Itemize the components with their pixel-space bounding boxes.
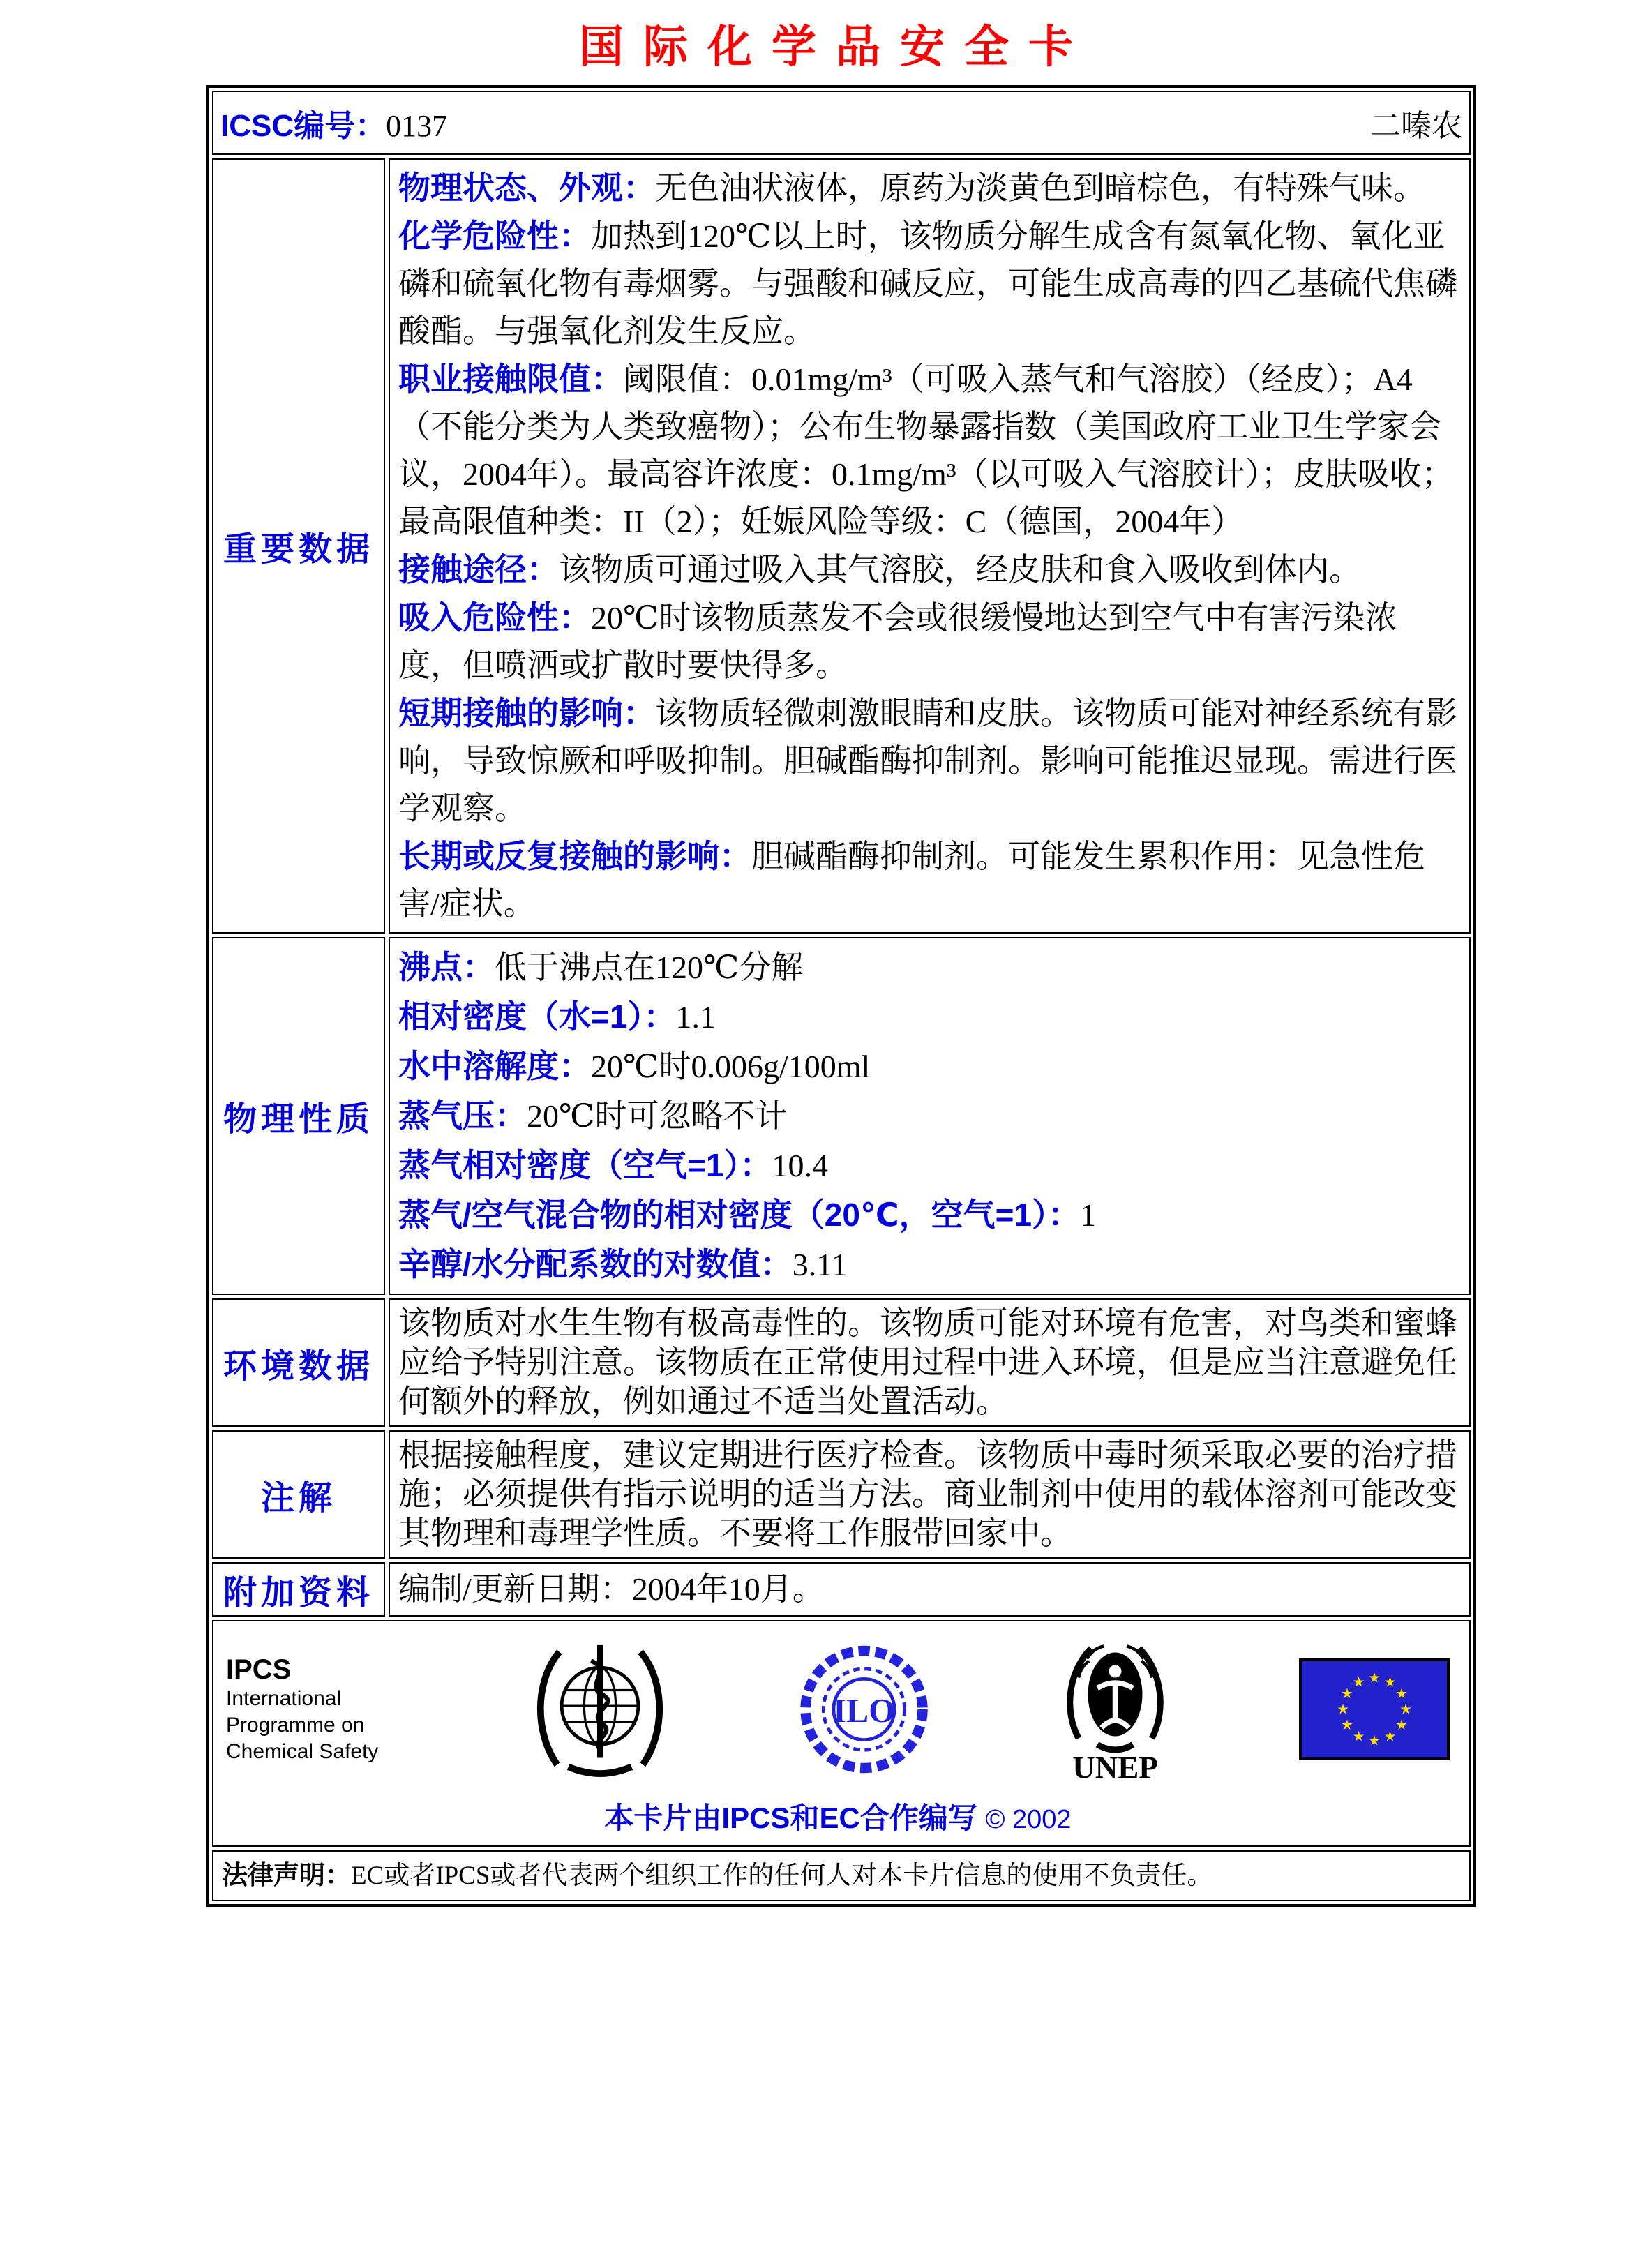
ipcs-acronym: IPCS — [226, 1654, 292, 1685]
section-row-physical-properties — [212, 937, 1471, 1295]
field-inhalation-risk — [398, 594, 1461, 689]
field-boiling-point — [398, 943, 1461, 992]
icsc-card-table — [206, 85, 1476, 1907]
credit-year: © 2002 — [985, 1805, 1072, 1834]
important-data-content — [389, 158, 1471, 934]
field-octanol-water-coefficient — [398, 1240, 1461, 1289]
row-logos — [212, 1620, 1471, 1847]
row-label-notes: 注解 — [212, 1430, 385, 1559]
who-logo-icon — [530, 1636, 670, 1783]
field-text: 20℃时0.006g/100ml — [591, 1049, 871, 1084]
field-vapor-air-mixture-density — [398, 1190, 1461, 1240]
field-label: 短期接触的影响： — [398, 695, 655, 731]
notes-text: 根据接触程度，建议定期进行医疗检查。该物质中毒时须采取必要的治疗措施；必须提供有指示说明的适当方法。商业制剂中使用的载体溶剂可能改变其物理和毒理学性质。不要将工作服带回家中。 — [398, 1437, 1457, 1551]
ilo-logo-icon — [796, 1636, 932, 1783]
field-label: 化学危险性： — [398, 218, 591, 254]
field-text: 低于沸点在120℃分解 — [495, 950, 804, 985]
unep-logo-icon — [1058, 1634, 1173, 1784]
field-vapor-relative-density — [398, 1141, 1461, 1190]
field-occupational-limits — [398, 355, 1461, 546]
field-short-term-effects — [398, 689, 1461, 832]
icsc-number-label: ICSC编号： — [220, 109, 386, 143]
environmental-data-content — [389, 1298, 1471, 1427]
ipcs-program-block — [226, 1654, 404, 1765]
field-relative-density — [398, 992, 1461, 1042]
field-text: 20℃时该物质蒸发不会或很缓慢地达到空气中有害污染浓度，但喷洒或扩散时要快得多。 — [398, 600, 1397, 683]
field-long-term-effects — [398, 832, 1461, 928]
icsc-header-cell — [212, 91, 1471, 155]
field-label: 沸点： — [398, 949, 495, 985]
ipcs-line3: Chemical Safety — [226, 1739, 379, 1763]
row-label-important-data: 重要数据 — [212, 158, 385, 934]
logos-cell — [212, 1620, 1471, 1847]
additional-info-content — [389, 1562, 1471, 1617]
section-row-environmental-data — [212, 1298, 1471, 1427]
field-text: 阈限值：0.01mg/m³（可吸入蒸气和气溶胶）（经皮）；A4（不能分类为人类致癌物）；公布生物暴露指数（美国政府工业卫生学家会议，2004年）。最高容许浓度：0.1mg/m³（以可吸入气溶胶计）；皮肤吸收；最高限值种类：II（2）；妊娠风险等级：C（德国，2004年） — [398, 361, 1454, 539]
ilo-logo-text: ILO — [832, 1692, 895, 1730]
field-label: 辛醇/水分配系数的对数值： — [398, 1246, 793, 1282]
icsc-number-value: 0137 — [386, 109, 448, 143]
row-legal-notice — [212, 1850, 1471, 1901]
field-text: 该物质轻微刺激眼睛和皮肤。该物质可能对神经系统有影响，导致惊厥和呼吸抑制。胆碱酯酶抑制剂。影响可能推迟显现。需进行医学观察。 — [398, 696, 1457, 826]
credit-line — [226, 1795, 1450, 1837]
additional-info-text: 编制/更新日期：2004年10月。 — [398, 1571, 825, 1607]
field-physical-state — [398, 164, 1461, 212]
icsc-number-group — [220, 100, 447, 145]
field-text: 胆碱酯酶抑制剂。可能发生累积作用：见急性危害/症状。 — [398, 839, 1425, 922]
ipcs-line1: International — [226, 1686, 342, 1710]
field-label: 物理状态、外观： — [398, 170, 655, 206]
field-text: 1.1 — [675, 999, 716, 1035]
field-chemical-danger — [398, 212, 1461, 355]
field-label: 蒸气/空气混合物的相对密度（20℃，空气=1）： — [398, 1197, 1081, 1233]
field-label: 吸入危险性： — [398, 599, 591, 636]
section-row-additional-info — [212, 1562, 1471, 1617]
field-text: 该物质可通过吸入其气溶胶，经皮肤和食入吸收到体内。 — [559, 552, 1361, 587]
field-label: 职业接触限值： — [398, 361, 623, 397]
unep-logo-text: UNEP — [1072, 1750, 1158, 1784]
field-vapor-pressure — [398, 1091, 1461, 1141]
row-label-environmental-data: 环境数据 — [212, 1298, 385, 1427]
logo-strip — [226, 1634, 1450, 1784]
field-text: 20℃时可忽略不计 — [527, 1098, 788, 1134]
physical-properties-content — [389, 937, 1471, 1295]
ipcs-line2: Programme on — [226, 1713, 365, 1737]
page-title: 国际化学品安全卡 — [579, 22, 1092, 72]
field-label: 相对密度（水=1）： — [398, 998, 676, 1035]
credit-text: 本卡片由IPCS和EC合作编写 — [604, 1801, 977, 1834]
legal-notice-label: 法律声明： — [222, 1861, 351, 1889]
row-label-physical-properties: 物理性质 — [212, 937, 385, 1295]
field-label: 蒸气相对密度（空气=1）： — [398, 1147, 772, 1183]
field-water-solubility — [398, 1042, 1461, 1091]
section-row-notes — [212, 1430, 1471, 1559]
field-label: 蒸气压： — [398, 1097, 527, 1134]
eu-flag-icon — [1299, 1658, 1450, 1760]
legal-notice-text: EC或者IPCS或者代表两个组织工作的任何人对本卡片信息的使用不负责任。 — [351, 1861, 1213, 1890]
field-text: 无色油状液体，原药为淡黄色到暗棕色，有特殊气味。 — [655, 170, 1425, 206]
field-text: 10.4 — [772, 1148, 828, 1183]
field-text: 3.11 — [792, 1247, 848, 1282]
row-label-additional-info: 附加资料 — [212, 1562, 385, 1617]
environmental-data-text: 该物质对水生生物有极高毒性的。该物质可能对环境有危害，对鸟类和蜜蜂应给予特别注意。该物质在正常使用过程中进入环境，但是应当注意避免任何额外的释放，例如通过不适当处置活动。 — [398, 1305, 1457, 1419]
field-label: 水中溶解度： — [398, 1048, 591, 1084]
field-exposure-routes — [398, 546, 1461, 594]
legal-notice-cell — [212, 1850, 1471, 1901]
row-icsc-header — [212, 91, 1471, 155]
section-row-important-data — [212, 158, 1471, 934]
field-label: 接触途径： — [398, 551, 559, 587]
field-text: 1 — [1080, 1197, 1097, 1233]
field-text: 加热到120℃以上时，该物质分解生成含有氮氧化物、氧化亚磷和硫氧化物有毒烟雾。与强酸和碱反应，可能生成高毒的四乙基硫代焦磷酸酯。与强氧化剂发生反应。 — [398, 218, 1457, 349]
field-label: 长期或反复接触的影响： — [398, 838, 751, 874]
notes-content — [389, 1430, 1471, 1559]
chemical-name: 二嗪农 — [1370, 109, 1462, 143]
